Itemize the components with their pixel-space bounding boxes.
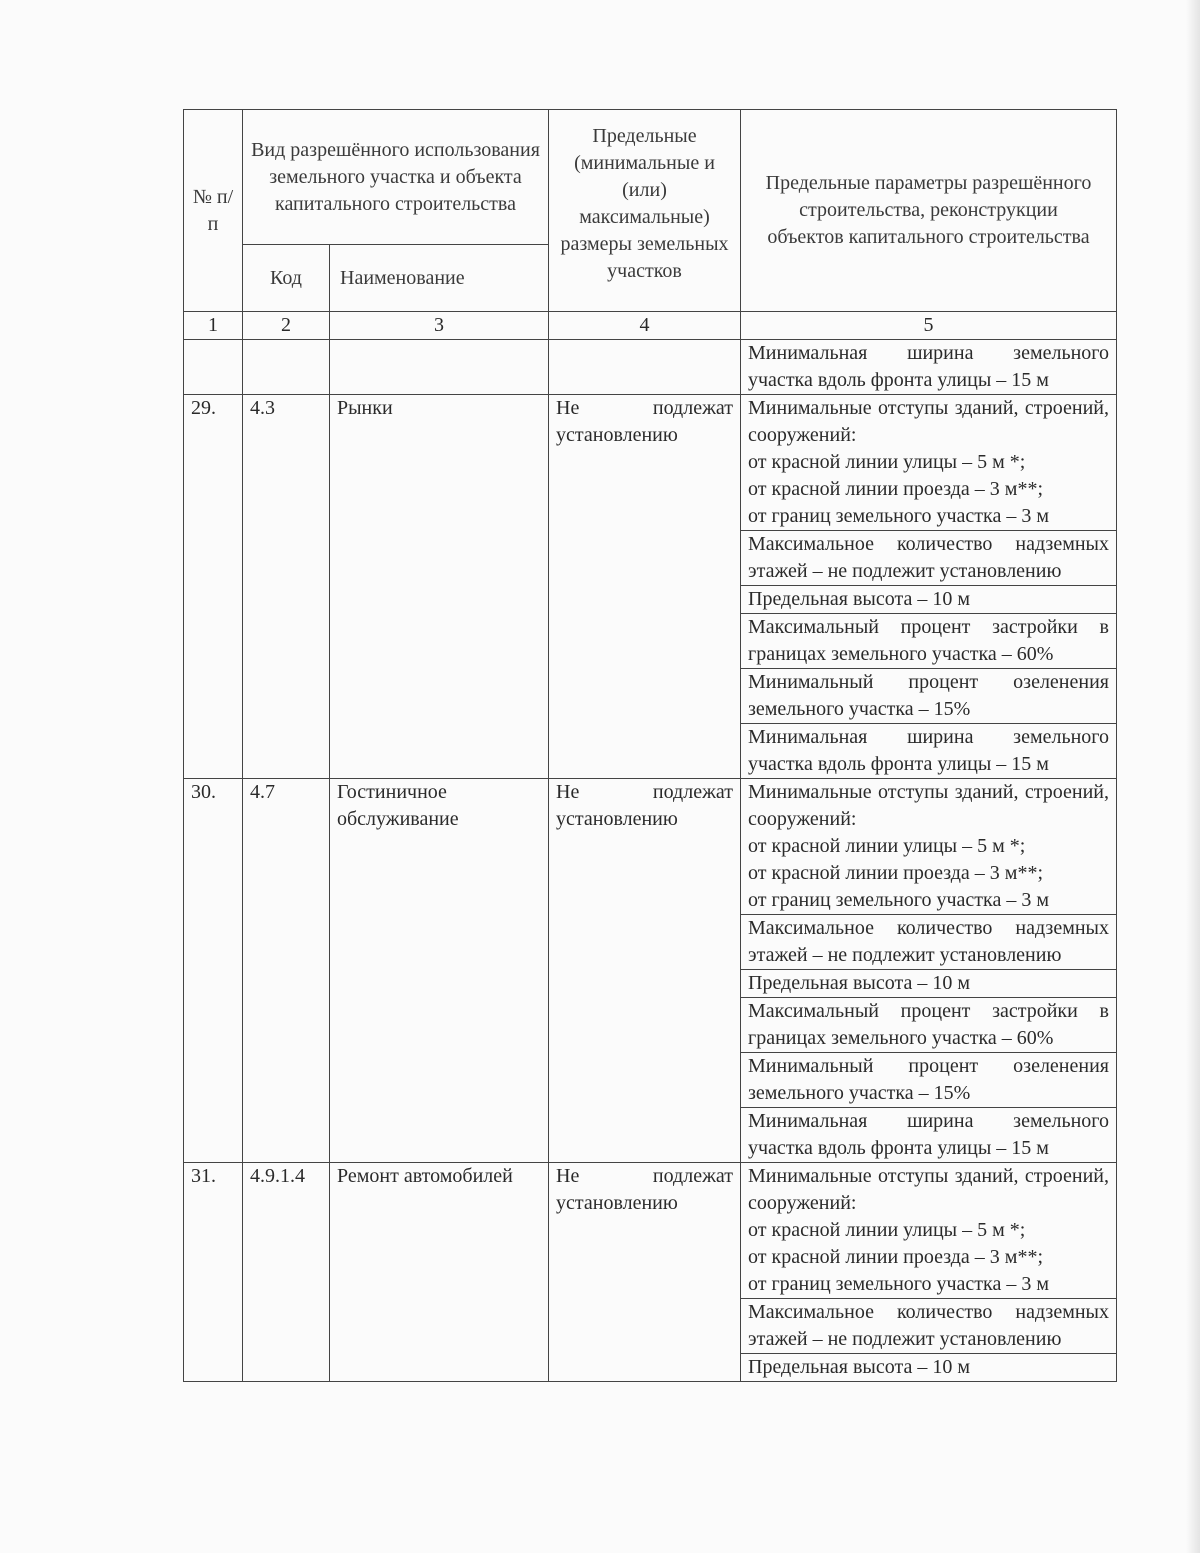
param-line: от красной линии проезда – 3 м**; (748, 862, 1044, 884)
param-front-width: Минимальная ширина земельного участка вдоль фронта улицы – 15 м (741, 724, 1117, 779)
header-naim: Наименование (330, 245, 549, 312)
col-number-5: 5 (741, 312, 1117, 340)
header-num: № п/п (184, 110, 243, 312)
cont-num (184, 340, 243, 395)
col-number-4: 4 (549, 312, 741, 340)
row-name: Гостиничное обслуживание (330, 779, 549, 1163)
param-line: Минимальные отступы зданий, строений, сооружений: (748, 781, 1109, 830)
param-setbacks (741, 1163, 1117, 1299)
param-green-percent: Минимальный процент озеленения земельного участка – 15% (741, 1053, 1117, 1108)
col-number-3: 3 (330, 312, 549, 340)
header-param: Предельные параметры разрешённого строительства, реконструкции объектов капитального строительства (741, 110, 1117, 312)
param-line: от границ земельного участка – 3 м (748, 1273, 1049, 1295)
row-sizes: Не подлежат установлению (549, 1163, 741, 1382)
param-line: от красной линии проезда – 3 м**; (748, 1246, 1044, 1268)
row-code: 4.9.1.4 (243, 1163, 330, 1382)
header-vid: Вид разрешённого использования земельного участка и объекта капитального строительства (243, 110, 549, 245)
param-setbacks (741, 395, 1117, 531)
param-height: Предельная высота – 10 м (741, 586, 1117, 614)
row-name: Ремонт автомобилей (330, 1163, 549, 1382)
cont-param: Минимальная ширина земельного участка вдоль фронта улицы – 15 м (741, 340, 1117, 395)
param-line: от красной линии улицы – 5 м *; (748, 451, 1026, 473)
row-code: 4.7 (243, 779, 330, 1163)
row-sizes: Не подлежат установлению (549, 779, 741, 1163)
param-floors: Максимальное количество надземных этажей – не подлежит установлению (741, 1299, 1117, 1354)
page-edge (1186, 0, 1200, 1553)
param-floors: Максимальное количество надземных этажей – не подлежит установлению (741, 915, 1117, 970)
header-kod: Код (243, 245, 330, 312)
param-line: от границ земельного участка – 3 м (748, 505, 1049, 527)
param-floors: Максимальное количество надземных этажей – не подлежит установлению (741, 531, 1117, 586)
param-front-width: Минимальная ширина земельного участка вдоль фронта улицы – 15 м (741, 1108, 1117, 1163)
row-num: 30. (184, 779, 243, 1163)
cont-code (243, 340, 330, 395)
row-num: 29. (184, 395, 243, 779)
param-height: Предельная высота – 10 м (741, 970, 1117, 998)
cont-sizes (549, 340, 741, 395)
param-line: от красной линии улицы – 5 м *; (748, 835, 1026, 857)
col-number-1: 1 (184, 312, 243, 340)
param-line: от красной линии улицы – 5 м *; (748, 1219, 1026, 1241)
param-built-percent: Максимальный процент застройки в границах земельного участка – 60% (741, 998, 1117, 1053)
row-code: 4.3 (243, 395, 330, 779)
regulations-table (183, 109, 1117, 1382)
param-line: от красной линии проезда – 3 м**; (748, 478, 1044, 500)
header-razmery: Предельные (минимальные и (или) максимальные) размеры земельных участков (549, 110, 741, 312)
param-built-percent: Максимальный процент застройки в границах земельного участка – 60% (741, 614, 1117, 669)
row-sizes: Не подлежат установлению (549, 395, 741, 779)
row-num: 31. (184, 1163, 243, 1382)
param-line: Минимальные отступы зданий, строений, сооружений: (748, 1165, 1109, 1214)
param-line: Минимальные отступы зданий, строений, сооружений: (748, 397, 1109, 446)
row-name: Рынки (330, 395, 549, 779)
cont-name (330, 340, 549, 395)
param-setbacks (741, 779, 1117, 915)
param-height: Предельная высота – 10 м (741, 1354, 1117, 1382)
param-line: от границ земельного участка – 3 м (748, 889, 1049, 911)
param-green-percent: Минимальный процент озеленения земельного участка – 15% (741, 669, 1117, 724)
col-number-2: 2 (243, 312, 330, 340)
